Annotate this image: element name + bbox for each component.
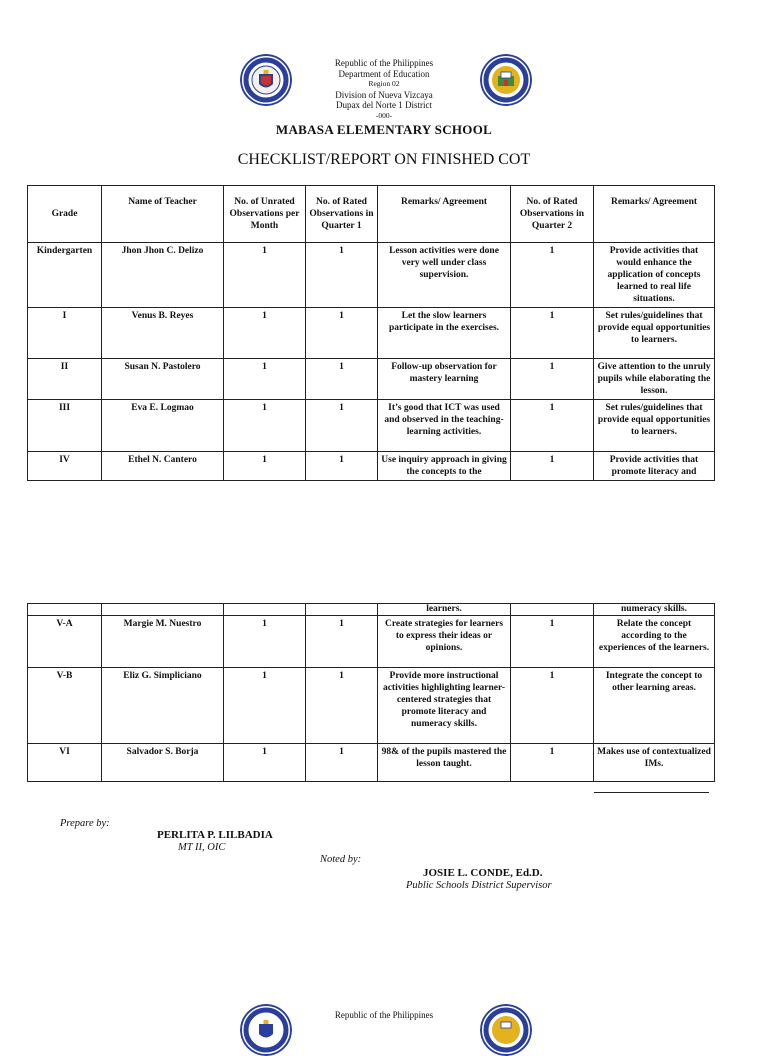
- noted-by-title: Public Schools District Supervisor: [406, 880, 552, 891]
- cell-remarks-q2: Set rules/guidelines that provide equal opportunities to learners.: [594, 400, 715, 452]
- cell-unrated: 1: [224, 359, 306, 400]
- deped-seal-right-icon: [480, 54, 532, 106]
- cell-remarks-q2: Relate the concept according to the experiences of the learners.: [594, 616, 715, 668]
- signature-line: [594, 792, 709, 793]
- cell-grade: V-B: [28, 668, 102, 744]
- table-row: [28, 308, 715, 359]
- cell-unrated: 1: [224, 308, 306, 359]
- cell-remarks-q1: Let the slow learners participate in the exercises.: [378, 308, 511, 359]
- cell-grade: Kindergarten: [28, 243, 102, 308]
- cell-remarks-q2: Give attention to the unruly pupils while elaborating the lesson.: [594, 359, 715, 400]
- column-header-teacher: Name of Teacher: [102, 186, 224, 243]
- header-line-division: Division of Nueva Vizcaya: [335, 89, 433, 100]
- cell-rated-q2: 1: [511, 668, 594, 744]
- header-line-separator: -000-: [375, 110, 393, 120]
- cell-remarks-q2: Provide activities that would enhance the application of concepts learned to real life situations.: [594, 243, 715, 308]
- cell-remarks-q1: 98& of the pupils mastered the lesson taught.: [378, 744, 511, 782]
- cell-rated-q2: 1: [511, 359, 594, 400]
- cell-unrated: [224, 604, 306, 616]
- cell-remarks-q2: numeracy skills.: [594, 604, 715, 616]
- cell-rated-q1: 1: [306, 744, 378, 782]
- cell-rated-q2: 1: [511, 243, 594, 308]
- cell-unrated: 1: [224, 744, 306, 782]
- header-line-region: Region 02: [368, 79, 400, 88]
- cell-grade: I: [28, 308, 102, 359]
- noted-by-label: Noted by:: [320, 854, 362, 865]
- table-row: [28, 243, 715, 308]
- cell-rated-q1: 1: [306, 243, 378, 308]
- table-row: [28, 604, 715, 616]
- prepared-by-title: MT II, OIC: [178, 842, 226, 853]
- cell-rated-q2: 1: [511, 616, 594, 668]
- cell-teacher: Venus B. Reyes: [102, 308, 224, 359]
- cell-rated-q2: [511, 604, 594, 616]
- cell-unrated: 1: [224, 452, 306, 481]
- header-line-department: Department of Education: [338, 68, 430, 79]
- header-line-republic: Republic of the Philippines: [334, 58, 434, 68]
- cell-remarks-q1: Create strategies for learners to express their ideas or opinions.: [378, 616, 511, 668]
- cell-rated-q1: 1: [306, 616, 378, 668]
- footer-repeat-header: Republic of the Philippines: [334, 1010, 434, 1020]
- cell-teacher: Eva E. Logmao: [102, 400, 224, 452]
- cell-remarks-q1: Follow-up observation for mastery learning: [378, 359, 511, 400]
- column-header-rated-q2: No. of Rated Observations in Quarter 2: [511, 186, 594, 243]
- table-row: [28, 744, 715, 782]
- cell-remarks-q2: Integrate the concept to other learning areas.: [594, 668, 715, 744]
- cell-grade: VI: [28, 744, 102, 782]
- cell-teacher: Eliz G. Simpliciano: [102, 668, 224, 744]
- school-name: MABASA ELEMENTARY SCHOOL: [275, 122, 493, 137]
- table-row: [28, 616, 715, 668]
- cell-grade: V-A: [28, 616, 102, 668]
- cell-rated-q1: 1: [306, 308, 378, 359]
- cot-table-page-1: [27, 185, 715, 481]
- cell-grade: [28, 604, 102, 616]
- cell-teacher: [102, 604, 224, 616]
- cell-grade: III: [28, 400, 102, 452]
- cot-table-page-2: [27, 603, 715, 782]
- cell-rated-q2: 1: [511, 400, 594, 452]
- cell-unrated: 1: [224, 616, 306, 668]
- cell-teacher: Jhon Jhon C. Delizo: [102, 243, 224, 308]
- cell-remarks-q2: Set rules/guidelines that provide equal opportunities to learners.: [594, 308, 715, 359]
- column-header-remarks-q2: Remarks/ Agreement: [594, 186, 715, 243]
- cell-unrated: 1: [224, 400, 306, 452]
- cell-grade: IV: [28, 452, 102, 481]
- header-address: [284, 58, 484, 121]
- cell-teacher: Susan N. Pastolero: [102, 359, 224, 400]
- table-row: [28, 359, 715, 400]
- cell-unrated: 1: [224, 668, 306, 744]
- cell-teacher: Margie M. Nuestro: [102, 616, 224, 668]
- column-header-unrated: No. of Unrated Observations per Month: [224, 186, 306, 243]
- cell-rated-q2: 1: [511, 308, 594, 359]
- cell-remarks-q1: Provide more instructional activities highlighting learner-centered strategies that promote literacy and numeracy skills.: [378, 668, 511, 744]
- table-row: [28, 400, 715, 452]
- prepared-by-name: PERLITA P. LILBADIA: [157, 829, 273, 841]
- cell-rated-q1: 1: [306, 668, 378, 744]
- cell-unrated: 1: [224, 243, 306, 308]
- cell-rated-q1: 1: [306, 359, 378, 400]
- cell-remarks-q1: It’s good that ICT was used and observed in the teaching-learning activities.: [378, 400, 511, 452]
- column-header-rated-q1: No. of Rated Observations in Quarter 1: [306, 186, 378, 243]
- cell-rated-q1: [306, 604, 378, 616]
- cell-rated-q1: 1: [306, 400, 378, 452]
- cell-teacher: Salvador S. Borja: [102, 744, 224, 782]
- table-row: [28, 452, 715, 481]
- cell-remarks-q1: Lesson activities were done very well under class supervision.: [378, 243, 511, 308]
- deped-seal-right-footer-icon: [480, 1004, 532, 1056]
- cell-rated-q2: 1: [511, 744, 594, 782]
- cell-remarks-q1: learners.: [378, 604, 511, 616]
- noted-by-name: JOSIE L. CONDE, Ed.D.: [423, 867, 543, 879]
- cell-grade: II: [28, 359, 102, 400]
- header-line-district: Dupax del Norte 1 District: [336, 100, 432, 110]
- cell-remarks-q2: Makes use of contextualized IMs.: [594, 744, 715, 782]
- cell-rated-q2: 1: [511, 452, 594, 481]
- cell-teacher: Ethel N. Cantero: [102, 452, 224, 481]
- cell-remarks-q2: Provide activities that promote literacy and: [594, 452, 715, 481]
- table-row: [28, 668, 715, 744]
- document-title: CHECKLIST/REPORT ON FINISHED COT: [237, 151, 531, 168]
- table-header-row: [28, 186, 715, 243]
- prepared-by-label: Prepare by:: [60, 818, 110, 829]
- cell-remarks-q1: Use inquiry approach in giving the concepts to the: [378, 452, 511, 481]
- column-header-remarks-q1: Remarks/ Agreement: [378, 186, 511, 243]
- column-header-grade: Grade: [28, 186, 102, 243]
- cell-rated-q1: 1: [306, 452, 378, 481]
